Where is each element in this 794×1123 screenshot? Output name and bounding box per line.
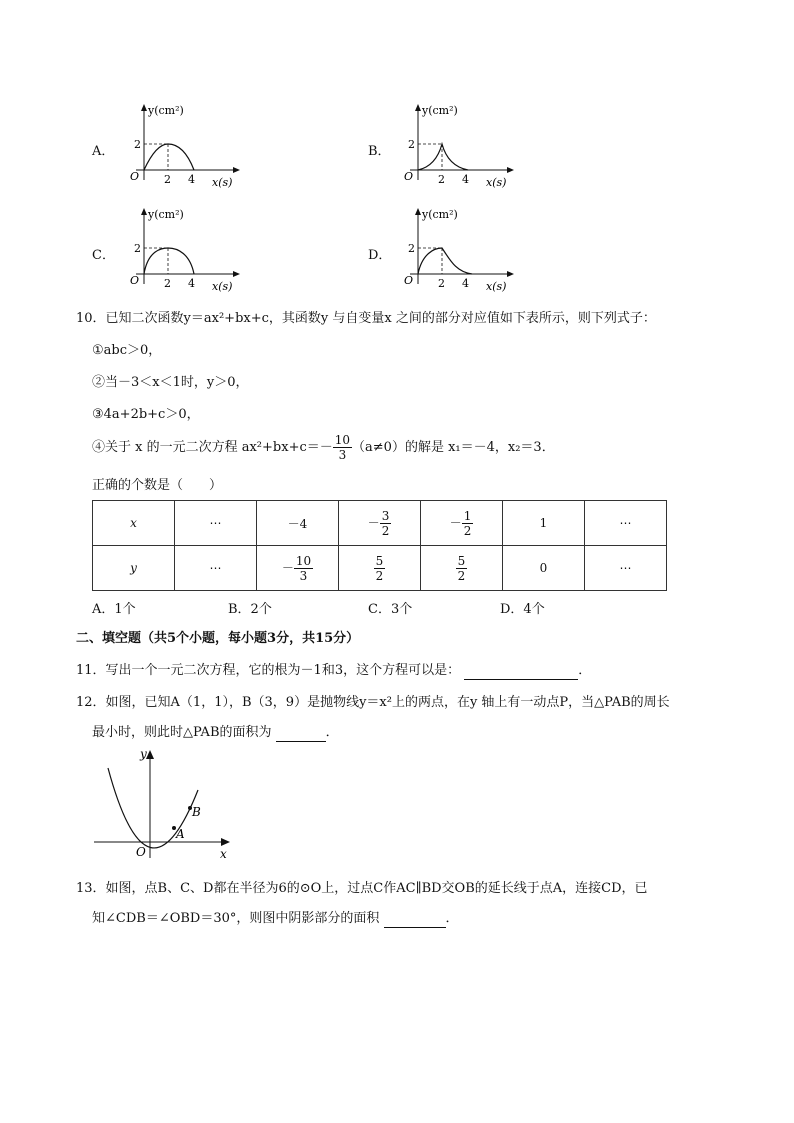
label-a: A: [176, 827, 185, 841]
section-heading: 二、填空题（共5个小题，每小题3分，共15分）: [76, 631, 360, 646]
option-b-label: B．: [368, 144, 391, 159]
q10-statement-4: [92, 432, 555, 464]
q10-statement-3: ③4a+2b+c＞0，: [92, 407, 200, 422]
fraction-numerator: 5: [457, 553, 466, 568]
fraction: [462, 509, 474, 538]
table-cell: x: [93, 501, 175, 546]
y-axis-label: y: [140, 747, 147, 761]
table-cell: ⋯: [175, 546, 257, 591]
fraction-numerator: 10: [295, 553, 312, 568]
origin: O: [404, 170, 414, 183]
tick-x1: 2: [164, 173, 171, 186]
q10-s4-post: （a≠0）的解是 x₁＝－4，x₂＝3．: [352, 440, 555, 455]
fraction-denominator: 3: [299, 568, 308, 583]
q12-parabola-figure: [92, 746, 242, 864]
option-a-graph: [118, 100, 248, 190]
q10-statement-2: ②当－3＜x＜1时，y＞0，: [92, 375, 249, 390]
fraction-denominator: 3: [338, 448, 347, 462]
table-cell: －4: [257, 501, 339, 546]
q11-end: ．: [578, 663, 592, 678]
value-table: [92, 500, 667, 591]
table-cell: ⋯: [585, 501, 667, 546]
fraction-numerator: 1: [463, 508, 472, 523]
tick-x1: 2: [438, 277, 445, 290]
x-axis-label: x(s): [212, 280, 233, 293]
tick-x2: 4: [188, 277, 195, 290]
x-axis-label: x(s): [212, 176, 233, 189]
table-cell: ⋯: [175, 501, 257, 546]
tick-x2: 4: [188, 173, 195, 186]
fraction-denominator: 2: [463, 523, 472, 538]
q10-stem: 10．已知二次函数y＝ax²+bx+c，其函数y 与自变量x 之间的部分对应值如下表所示，则下列式子：: [76, 311, 656, 326]
y-axis-label: y(cm²): [148, 104, 184, 117]
fraction: [380, 509, 392, 538]
tick-x2: 4: [462, 173, 469, 186]
q12-line1: 12．如图，已知A（1，1），B（3，9）是抛物线y＝x²上的两点，在y 轴上有一动点P，当△PAB的周长: [76, 695, 670, 710]
y-axis-label: y(cm²): [148, 208, 184, 221]
fraction-denominator: 2: [381, 523, 390, 538]
fraction-denominator: 2: [375, 568, 384, 583]
origin: O: [404, 274, 414, 287]
option-c-label: C．: [92, 248, 115, 263]
q10-ask: 正确的个数是（ ）: [92, 478, 223, 493]
q10-statement-1: ①abc＞0，: [92, 343, 162, 358]
tick-y: 2: [134, 242, 141, 255]
x-axis-label: x(s): [486, 176, 507, 189]
tick-x1: 2: [438, 173, 445, 186]
answer-blank[interactable]: [276, 727, 326, 742]
origin: O: [130, 274, 140, 287]
table-row: [93, 546, 667, 591]
option-a-label: A．: [92, 144, 115, 159]
fraction: [294, 554, 313, 583]
tick-y: 2: [408, 242, 415, 255]
table-cell: [339, 546, 421, 591]
fraction: [374, 554, 386, 583]
table-cell: ⋯: [585, 546, 667, 591]
sign: －: [367, 515, 380, 530]
q11: [76, 662, 591, 680]
table-cell: [339, 501, 421, 546]
y-axis-label: y(cm²): [422, 104, 458, 117]
fraction-denominator: 2: [457, 568, 466, 583]
q13-end: ．: [445, 911, 459, 926]
option-d-label: D．: [368, 248, 392, 263]
table-row: [93, 501, 667, 546]
answer-blank[interactable]: [464, 665, 578, 680]
tick-y: 2: [408, 138, 415, 151]
origin: O: [136, 845, 146, 859]
sign: －: [281, 560, 294, 575]
q13-line2: [92, 910, 459, 928]
fraction-numerator: 10: [334, 433, 351, 447]
q13-line1: 13．如图，点B、C、D都在半径为6的⊙O上，过点C作AC∥BD交OB的延长线于点A，连接CD，已: [76, 881, 648, 896]
table-cell: 0: [503, 546, 585, 591]
fraction-numerator: 3: [381, 508, 390, 523]
table-cell: [421, 546, 503, 591]
label-b: B: [192, 805, 201, 819]
sign: －: [449, 515, 462, 530]
option-d-graph: [392, 204, 522, 294]
option-c-graph: [118, 204, 248, 294]
q10-s4-pre: ④关于 x 的一元二次方程 ax²+bx+c＝－: [92, 440, 333, 455]
fraction-numerator: 5: [375, 553, 384, 568]
choice-b: B．2个: [228, 602, 272, 617]
q13-text: 知∠CDB＝∠OBD＝30°，则图中阴影部分的面积: [92, 911, 380, 926]
tick-y: 2: [134, 138, 141, 151]
x-axis-label: x(s): [486, 280, 507, 293]
q12-line2: [92, 724, 339, 742]
x-axis-label: x: [220, 847, 227, 861]
option-b-graph: [392, 100, 522, 190]
table-cell: y: [93, 546, 175, 591]
table-cell: 1: [503, 501, 585, 546]
q12-text: 最小时，则此时△PAB的面积为: [92, 725, 272, 740]
choice-a: A．1个: [92, 602, 136, 617]
choice-d: D．4个: [500, 602, 545, 617]
origin: O: [130, 170, 140, 183]
fraction: [456, 554, 468, 583]
tick-x1: 2: [164, 277, 171, 290]
answer-blank[interactable]: [384, 913, 446, 928]
tick-x2: 4: [462, 277, 469, 290]
table-cell: [257, 546, 339, 591]
q11-text: 11．写出一个一元二次方程，它的根为－1和3，这个方程可以是：: [76, 663, 461, 678]
q12-end: ．: [325, 725, 339, 740]
fraction: [333, 433, 352, 462]
y-axis-label: y(cm²): [422, 208, 458, 221]
table-cell: [421, 501, 503, 546]
choice-c: C．3个: [368, 602, 413, 617]
